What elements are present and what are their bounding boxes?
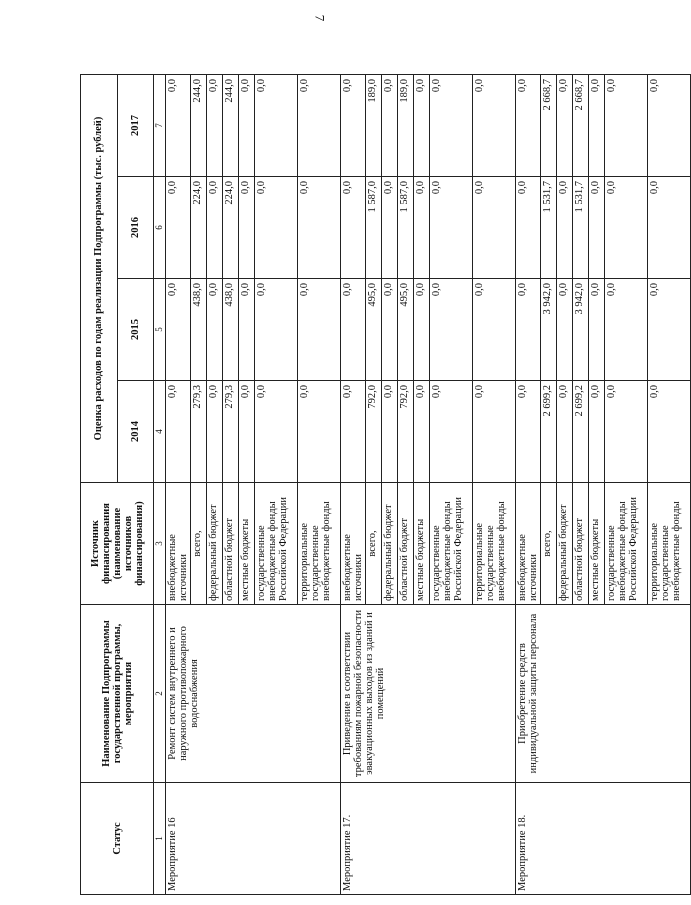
amount-cell: 0,0 [473,74,516,176]
amount-cell: 0,0 [382,177,398,279]
amount-cell: 1 531,7 [541,177,557,279]
header-source: Источник финансирования (наименование источников финансирования) [81,483,154,605]
measure-name: Приведение в соответствии требованиям пожарной безопасности эвакуационных выходов из зданий и помещений [341,605,516,783]
funding-source: всего, [191,483,207,605]
funding-source: областной бюджет [223,483,239,605]
amount-cell: 0,0 [239,74,255,176]
table-body [166,74,691,894]
amount-cell: 3 942,0 [573,279,589,381]
funding-source: всего, [366,483,382,605]
amount-cell: 0,0 [298,381,341,483]
amount-cell: 2 668,7 [541,74,557,176]
amount-cell: 0,0 [255,279,298,381]
amount-cell: 0,0 [298,279,341,381]
amount-cell: 1 587,0 [398,177,414,279]
amount-cell: 0,0 [516,74,541,176]
measure-status: Мероприятие 17. [341,783,516,895]
amount-cell: 244,0 [223,74,239,176]
measure-status: Мероприятие 18. [516,783,691,895]
amount-cell: 438,0 [191,279,207,381]
amount-cell: 0,0 [430,279,473,381]
amount-cell: 0,0 [166,381,191,483]
measure-status: Мероприятие 16 [166,783,341,895]
funding-source: федеральный бюджет [557,483,573,605]
measure-name: Ремонт систем внутреннего и наружного противопожарного водоснабжения [166,605,341,783]
amount-cell: 0,0 [382,381,398,483]
amount-cell: 495,0 [398,279,414,381]
table-sheet [80,75,682,895]
amount-cell: 495,0 [366,279,382,381]
amount-cell: 0,0 [648,279,691,381]
amount-cell: 0,0 [341,279,366,381]
amount-cell: 0,0 [382,279,398,381]
header-year: 2017 [117,74,154,176]
amount-cell: 0,0 [589,74,605,176]
funding-source: государственные внебюджетные фонды Российской Федерации [255,483,298,605]
amount-cell: 0,0 [589,177,605,279]
amount-cell: 0,0 [255,74,298,176]
amount-cell: 0,0 [473,279,516,381]
amount-cell: 0,0 [239,177,255,279]
amount-cell: 0,0 [516,381,541,483]
header-estimate: Оценка расходов по годам реализации Подпрограммы (тыс. рублей) [81,74,118,482]
amount-cell: 0,0 [382,74,398,176]
amount-cell: 0,0 [430,177,473,279]
amount-cell: 0,0 [207,381,223,483]
amount-cell: 0,0 [430,381,473,483]
amount-cell: 0,0 [239,381,255,483]
amount-cell: 0,0 [166,74,191,176]
funding-source: местные бюджеты [414,483,430,605]
amount-cell: 279,3 [191,381,207,483]
amount-cell: 189,0 [366,74,382,176]
amount-cell: 0,0 [298,74,341,176]
funding-source: внебюджетные источники [166,483,191,605]
amount-cell: 0,0 [341,381,366,483]
amount-cell: 0,0 [516,279,541,381]
amount-cell: 0,0 [207,74,223,176]
index-cell: 4 [154,381,166,483]
funding-source: государственные внебюджетные фонды Российской Федерации [605,483,648,605]
measure-name: Приобретение средств индивидуальной защиты персонала [516,605,691,783]
amount-cell: 0,0 [414,381,430,483]
amount-cell: 224,0 [223,177,239,279]
amount-cell: 792,0 [398,381,414,483]
funding-source: внебюджетные источники [341,483,366,605]
index-cell: 5 [154,279,166,381]
amount-cell: 0,0 [239,279,255,381]
header-year: 2015 [117,279,154,381]
funding-source: областной бюджет [573,483,589,605]
amount-cell: 0,0 [166,177,191,279]
index-row [154,74,166,894]
amount-cell: 1 587,0 [366,177,382,279]
amount-cell: 0,0 [207,279,223,381]
amount-cell: 0,0 [557,177,573,279]
amount-cell: 0,0 [605,279,648,381]
table-row [341,74,366,894]
funding-source: территориальные государственные внебюджетные фонды [648,483,691,605]
amount-cell: 2 668,7 [573,74,589,176]
header-row [81,74,118,894]
amount-cell: 438,0 [223,279,239,381]
amount-cell: 0,0 [557,74,573,176]
index-cell: 7 [154,74,166,176]
amount-cell: 0,0 [473,381,516,483]
amount-cell: 0,0 [341,177,366,279]
table-row [166,74,191,894]
funding-source: территориальные государственные внебюджетные фонды [298,483,341,605]
header-status: Статус [81,783,154,895]
amount-cell: 0,0 [414,177,430,279]
header-year: 2016 [117,177,154,279]
amount-cell: 0,0 [648,177,691,279]
amount-cell: 189,0 [398,74,414,176]
amount-cell: 0,0 [648,381,691,483]
amount-cell: 0,0 [166,279,191,381]
funding-source: всего, [541,483,557,605]
amount-cell: 0,0 [414,74,430,176]
amount-cell: 0,0 [605,381,648,483]
amount-cell: 0,0 [557,381,573,483]
index-cell: 3 [154,483,166,605]
header-year: 2014 [117,381,154,483]
amount-cell: 0,0 [516,177,541,279]
amount-cell: 0,0 [473,177,516,279]
table-row [516,74,541,894]
amount-cell: 1 531,7 [573,177,589,279]
amount-cell: 3 942,0 [541,279,557,381]
amount-cell: 2 699,2 [573,381,589,483]
amount-cell: 0,0 [255,177,298,279]
funding-source: федеральный бюджет [382,483,398,605]
header-name: Наименование Подпрограммы государственной программы, мероприятия [81,605,154,783]
amount-cell: 0,0 [605,74,648,176]
page-number-text: 7 [312,14,328,22]
funding-source: областной бюджет [398,483,414,605]
amount-cell: 244,0 [191,74,207,176]
funding-source: территориальные государственные внебюджетные фонды [473,483,516,605]
amount-cell: 0,0 [589,381,605,483]
amount-cell: 0,0 [414,279,430,381]
amount-cell: 0,0 [298,177,341,279]
amount-cell: 0,0 [430,74,473,176]
index-cell: 2 [154,605,166,783]
amount-cell: 0,0 [341,74,366,176]
funding-source: местные бюджеты [239,483,255,605]
amount-cell: 0,0 [605,177,648,279]
amount-cell: 224,0 [191,177,207,279]
index-cell: 1 [154,783,166,895]
funding-table [80,74,691,895]
amount-cell: 0,0 [557,279,573,381]
funding-source: федеральный бюджет [207,483,223,605]
amount-cell: 279,3 [223,381,239,483]
index-cell: 6 [154,177,166,279]
funding-source: государственные внебюджетные фонды Российской Федерации [430,483,473,605]
funding-source: местные бюджеты [589,483,605,605]
amount-cell: 0,0 [255,381,298,483]
amount-cell: 2 699,2 [541,381,557,483]
amount-cell: 0,0 [648,74,691,176]
funding-source: внебюджетные источники [516,483,541,605]
amount-cell: 792,0 [366,381,382,483]
amount-cell: 0,0 [207,177,223,279]
amount-cell: 0,0 [589,279,605,381]
